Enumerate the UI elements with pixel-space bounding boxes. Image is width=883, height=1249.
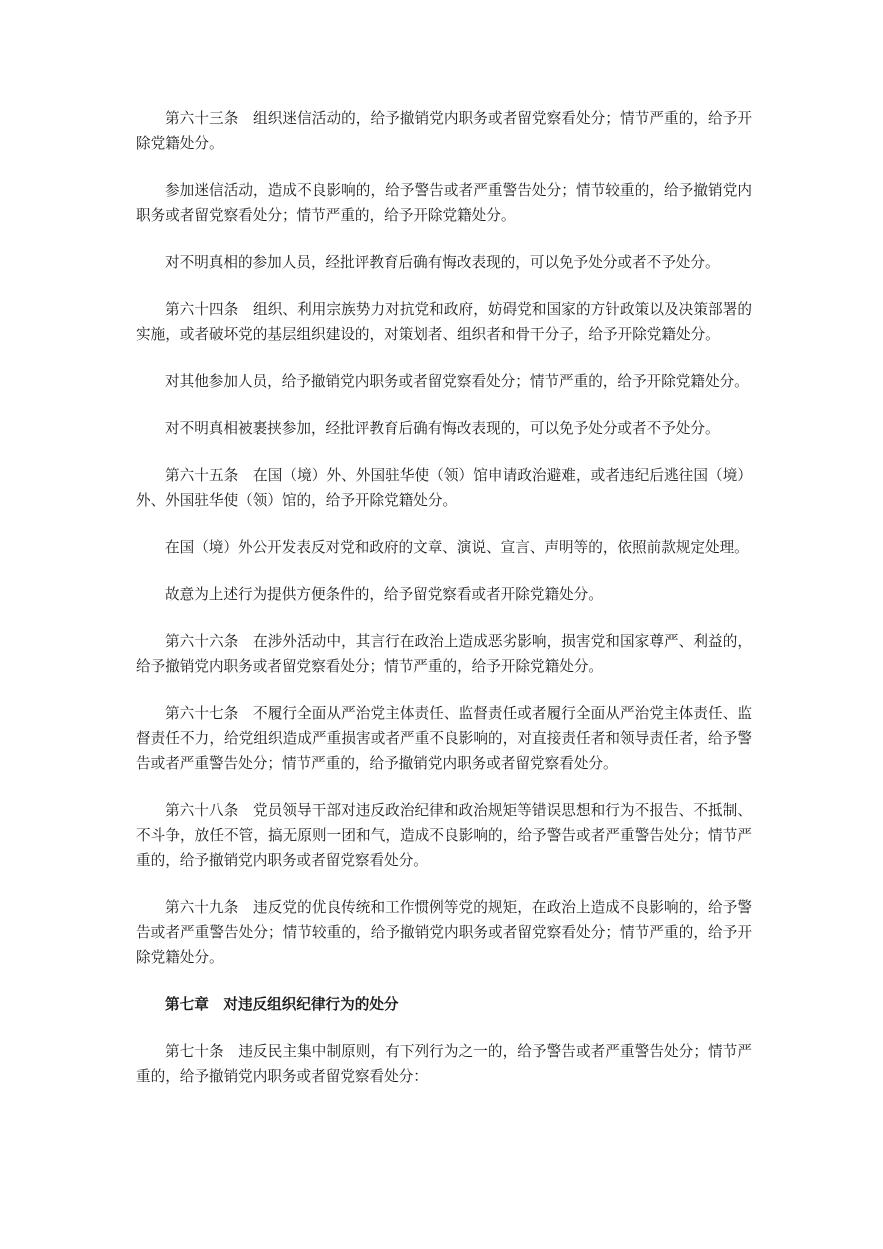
article-63-paragraph: 第六十三条 组织迷信活动的，给予撤销党内职务或者留党察看处分；情节严重的，给予开除党籍处分。 <box>136 110 752 152</box>
article-64-clause-2: 对其他参加人员，给予撤销党内职务或者留党察看处分；情节严重的，给予开除党籍处分。 <box>165 373 749 390</box>
article-65-clause-2: 在国（境）外公开发表反对党和政府的文章、演说、宣言、声明等的，依照前款规定处理。 <box>165 539 749 556</box>
article-65-clause-3: 故意为上述行为提供方便条件的，给予留党察看或者开除党籍处分。 <box>165 586 603 603</box>
article-66-paragraph: 第六十六条 在涉外活动中，其言行在政治上造成恶劣影响，损害党和国家尊严、利益的，给予撤销党内职务或者留党察看处分；情节严重的，给予开除党籍处分。 <box>136 633 752 675</box>
document-body <box>136 106 752 1111</box>
article-64-clause-3: 对不明真相被裹挟参加，经批评教育后确有悔改表现的，可以免予处分或者不予处分。 <box>165 420 720 437</box>
article-63-clause-3: 对不明真相的参加人员，经批评教育后确有悔改表现的，可以免予处分或者不予处分。 <box>165 254 720 271</box>
article-65-paragraph: 第六十五条 在国（境）外、外国驻华使（领）馆申请政治避难，或者违纪后逃往国（境）外、外国驻华使（领）馆的，给予开除党籍处分。 <box>136 467 752 509</box>
chapter-heading: 第七章 对违反组织纪律行为的处分 <box>165 996 399 1013</box>
article-64-paragraph: 第六十四条 组织、利用宗族势力对抗党和政府，妨碍党和国家的方针政策以及决策部署的实施，或者破坏党的基层组织建设的，对策划者、组织者和骨干分子，给予开除党籍处分。 <box>136 301 752 343</box>
article-67-paragraph: 第六十七条 不履行全面从严治党主体责任、监督责任或者履行全面从严治党主体责任、监督责任不力，给党组织造成严重损害或者严重不良影响的，对直接责任者和领导责任者，给予警告或者严重警告处分；情节严重的，给予撤销党内职务或者留党察看处分。 <box>136 705 752 772</box>
article-68-paragraph: 第六十八条 党员领导干部对违反政治纪律和政治规矩等错误思想和行为不报告、不抵制、不斗争，放任不管，搞无原则一团和气，造成不良影响的，给予警告或者严重警告处分；情节严重的，给予撤销党内职务或者留党察看处分。 <box>136 802 752 869</box>
article-69-paragraph: 第六十九条 违反党的优良传统和工作惯例等党的规矩，在政治上造成不良影响的，给予警告或者严重警告处分；情节较重的，给予撤销党内职务或者留党察看处分；情节严重的，给予开除党籍处分。 <box>136 899 752 966</box>
article-63-clause-2: 参加迷信活动，造成不良影响的，给予警告或者严重警告处分；情节较重的，给予撤销党内职务或者留党察看处分；情节严重的，给予开除党籍处分。 <box>136 182 752 224</box>
article-70-paragraph: 第七十条 违反民主集中制原则，有下列行为之一的，给予警告或者严重警告处分；情节严重的，给予撤销党内职务或者留党察看处分： <box>136 1043 752 1085</box>
